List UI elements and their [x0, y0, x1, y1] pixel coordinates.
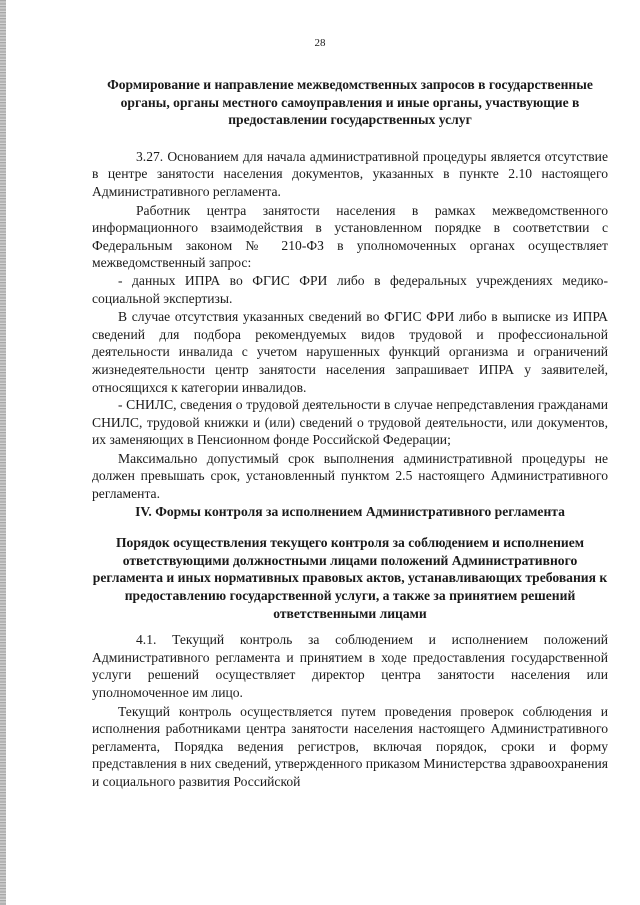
- section-heading-current-control: Порядок осуществления текущего контроля за соблюдением и исполнением ответствующими должностными лицами положений Административного регламента и иных нормативных правовых актов, устанавливающих требования к предоставлению государственной услуги, а также за принятием решений ответственными лицами: [92, 535, 608, 621]
- paragraph-3-27: 3.27. Основанием для начала административной процедуры является отсутствие в центре занятости населения документов, указанных в пункте 2.10 настоящего Административного регламента.: [92, 148, 608, 199]
- paragraph-missing-info: В случае отсутствия указанных сведений во ФГИС ФРИ либо в выписке из ИПРА сведений для подбора рекомендуемых видов трудовой и профессиональной деятельности инвалида с учетом нарушенных функций организма и ограничений жизнедеятельности центр занятости населения запрашивает ИПРА у заявителей, относящихся к категории инвалидов.: [92, 309, 608, 395]
- section-heading-interagency-requests: Формирование и направление межведомственных запросов в государственные органы, органы местного самоуправления и иные органы, участвующие в предоставлении государственных услуг: [107, 77, 593, 128]
- scan-edge: [0, 0, 6, 905]
- list-item-snils: - СНИЛС, сведения о трудовой деятельности в случае непредставления гражданами СНИЛС, трудовой книжки и (или) сведений о трудовой деятельности, или документов, их заменяющих в Пенсионном фонде Российской Федерации;: [92, 397, 608, 448]
- paragraph-max-term: Максимально допустимый срок выполнения административной процедуры не должен превышать срок, установленный пунктом 2.5 настоящего Административного регламента.: [92, 450, 608, 502]
- paragraph-4-1: 4.1. Текущий контроль за соблюдением и исполнением положений Административного регламента и принятием в ходе предоставления государственной услуги решений осуществляет директор центра занятости населения или уполномоченное им лицо.: [92, 632, 608, 700]
- paragraph-current-control: Текущий контроль осуществляется путем проведения проверок соблюдения и исполнения работниками центра занятости населения настоящего Административного регламента, Порядка ведения регистров, включая порядок, сроки и форму представления в них сведений, утвержденного приказом Министерства здравоохранения и социального развития Российской: [92, 703, 608, 789]
- page-number: 28: [314, 37, 326, 49]
- list-item-ipra-data: - данных ИПРА во ФГИС ФРИ либо в федеральных учреждениях медико-социальной экспертизы.: [92, 272, 608, 306]
- section-title-iv: IV. Формы контроля за исполнением Административного регламента: [135, 503, 565, 519]
- document-body: [92, 76, 608, 791]
- paragraph-employee-request: Работник центра занятости населения в рамках межведомственного информационного взаимодействия в установленном порядке в соответствии с Федеральным законом № 210-ФЗ в уполномоченных органах осуществляет межведомственный запрос:: [92, 202, 608, 271]
